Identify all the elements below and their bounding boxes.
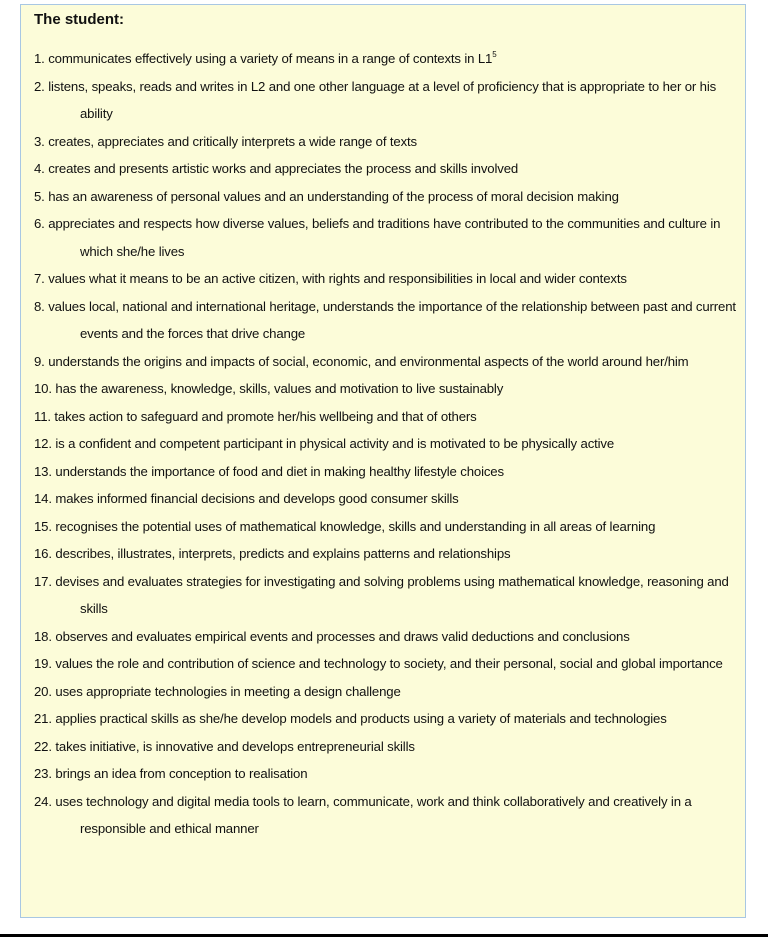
list-item-text: 16. describes, illustrates, interprets, predicts and explains patterns and relationships xyxy=(34,546,511,561)
list-item xyxy=(34,210,737,265)
list-item xyxy=(34,513,737,541)
box-heading: The student: xyxy=(34,11,124,28)
list-item xyxy=(34,293,737,348)
list-item-text: 7. values what it means to be an active citizen, with rights and responsibilities in local and wider contexts xyxy=(34,271,627,286)
list-item xyxy=(34,375,737,403)
list-item-text: 20. uses appropriate technologies in meeting a design challenge xyxy=(34,683,401,699)
list-item-text: 5. has an awareness of personal values and an understanding of the process of moral decision making xyxy=(34,188,619,204)
list-item xyxy=(34,403,737,431)
list-item xyxy=(34,183,737,211)
list-item xyxy=(34,760,737,788)
list-item-text: 1. communicates effectively using a variety of means in a range of contexts in L1 xyxy=(34,51,493,66)
list-item xyxy=(34,430,737,458)
list-item-text: 14. makes informed financial decisions and develops good consumer skills xyxy=(34,491,459,506)
list-item xyxy=(34,705,737,733)
list-item-text: 13. understands the importance of food and diet in making healthy lifestyle choices xyxy=(34,463,504,479)
list-item-text: 15. recognises the potential uses of mathematical knowledge, skills and understanding in all areas of learning xyxy=(34,518,656,534)
list-item-text: 24. uses technology and digital media tools to learn, communicate, work and think collaboratively and creatively in a responsible and ethical manner xyxy=(34,793,692,836)
list-item xyxy=(34,458,737,486)
list-item-text: 8. values local, national and international heritage, understands the importance of the relationship between past and current events and the forces that drive change xyxy=(34,298,736,341)
list-item-text: 3. creates, appreciates and critically interprets a wide range of texts xyxy=(34,133,417,149)
bottom-rule xyxy=(0,934,768,937)
list-item xyxy=(34,485,737,513)
list-item xyxy=(34,155,737,183)
list-item-text: 19. values the role and contribution of science and technology to society, and their personal, social and global importance xyxy=(34,656,723,671)
list-item xyxy=(34,540,737,568)
footnote-marker: 5 xyxy=(492,50,497,59)
list-item xyxy=(34,650,737,678)
list-item-text: 18. observes and evaluates empirical events and processes and draws valid deductions and conclusions xyxy=(34,628,630,644)
list-item-text: 9. understands the origins and impacts of social, economic, and environmental aspects of the world around her/him xyxy=(34,353,689,369)
list-item-text: 4. creates and presents artistic works and appreciates the process and skills involved xyxy=(34,161,519,176)
list-item-text: 6. appreciates and respects how diverse values, beliefs and traditions have contributed to the communities and culture in which she/he lives xyxy=(34,216,721,259)
list-item xyxy=(34,788,737,843)
learning-outcomes-box xyxy=(20,4,746,918)
list-item-text: 22. takes initiative, is innovative and develops entrepreneurial skills xyxy=(34,738,415,754)
list-item xyxy=(34,73,737,128)
list-item-text: 21. applies practical skills as she/he develop models and products using a variety of materials and technologies xyxy=(34,711,667,726)
list-item xyxy=(34,128,737,156)
list-item xyxy=(34,348,737,376)
list-item xyxy=(34,678,737,706)
list-item-text: 23. brings an idea from conception to realisation xyxy=(34,766,308,781)
outcomes-list xyxy=(34,45,737,843)
list-item xyxy=(34,623,737,651)
list-item xyxy=(34,45,737,73)
list-item-text: 12. is a confident and competent participant in physical activity and is motivated to be physically active xyxy=(34,436,615,451)
list-item xyxy=(34,733,737,761)
list-item-text: 17. devises and evaluates strategies for investigating and solving problems using mathematical knowledge, reasoning and skills xyxy=(34,573,729,616)
list-item xyxy=(34,568,737,623)
list-item-text: 10. has the awareness, knowledge, skills, values and motivation to live sustainably xyxy=(34,381,504,396)
list-item-text: 11. takes action to safeguard and promote her/his wellbeing and that of others xyxy=(34,408,477,424)
list-item xyxy=(34,265,737,293)
list-item-text: 2. listens, speaks, reads and writes in L2 and one other language at a level of proficiency that is appropriate to her or his ability xyxy=(34,78,717,121)
